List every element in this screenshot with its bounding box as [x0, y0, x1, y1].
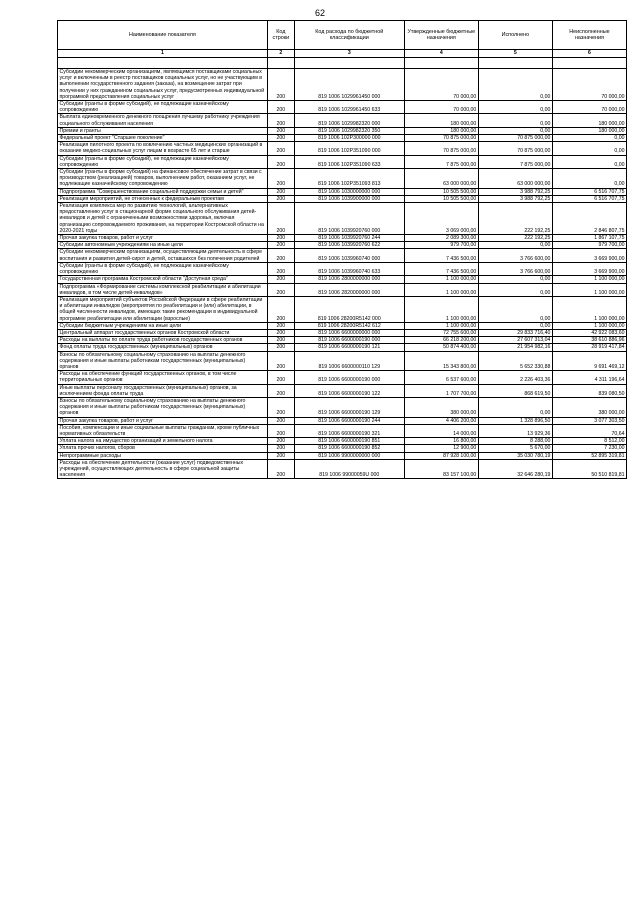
- table-row: [58, 242, 627, 249]
- cell-code: 200: [267, 283, 294, 296]
- cell-unexecuted: 38 610 886,96: [552, 337, 626, 344]
- cell-executed: 7 875 000,00: [478, 155, 552, 168]
- cell-name: Субсидии (гранты в форме субсидий), не подлежащие казначейскому сопровождению: [58, 155, 268, 168]
- cell-cls: 819 1006 99000059U 000: [294, 459, 404, 479]
- table-row: [58, 235, 627, 242]
- cell-executed: 29 833 716,40: [478, 329, 552, 336]
- cell-cls: 819 1006 6600000190 851: [294, 438, 404, 445]
- cell-name: Уплата налога на имущество организаций и земельного налога: [58, 438, 268, 445]
- table-row: [58, 188, 627, 195]
- table-row: [58, 249, 627, 262]
- cell-executed: 222 192,25: [478, 203, 552, 235]
- cell-name: Непрограммные расходы: [58, 452, 268, 459]
- cell-approved: 180 000,00: [404, 127, 478, 134]
- cell-unexecuted: 6 516 707,75: [552, 195, 626, 202]
- cell-approved: 70 000,00: [404, 69, 478, 101]
- cell-approved: 7 436 500,00: [404, 249, 478, 262]
- cell-executed: 1 328 896,50: [478, 417, 552, 424]
- column-number-row: [58, 50, 627, 58]
- cell-approved: 1 100 000,00: [404, 283, 478, 296]
- table-row: [58, 114, 627, 127]
- cell-code: 200: [267, 351, 294, 371]
- cell-cls: 819 1006 6600000190 000: [294, 371, 404, 384]
- cell-cls: 819 1006 6600000190 852: [294, 445, 404, 452]
- table-row: [58, 397, 627, 417]
- cell-name: Субсидии (гранты в форме субсидий), не подлежащие казначейскому сопровождению: [58, 262, 268, 275]
- cell-executed: 2 226 403,36: [478, 371, 552, 384]
- cell-cls: 819 1006 2800000000 000: [294, 276, 404, 283]
- cell-cls: 819 1006 1039960740 000: [294, 249, 404, 262]
- cell-code: 200: [267, 169, 294, 189]
- header-approved: Утвержденные бюджетные назначения: [404, 21, 478, 50]
- cell-cls: 819 1006 1039920760 622: [294, 242, 404, 249]
- table-row: [58, 337, 627, 344]
- cell-code: 200: [267, 101, 294, 114]
- cell-unexecuted: 180 000,00: [552, 127, 626, 134]
- cell-unexecuted: 70,64: [552, 424, 626, 437]
- spacer-row: [58, 58, 627, 69]
- table-row: [58, 371, 627, 384]
- cell-approved: 16 800,00: [404, 438, 478, 445]
- column-number: 6: [552, 50, 626, 58]
- cell-executed: 3 988 792,25: [478, 188, 552, 195]
- cell-code: 200: [267, 69, 294, 101]
- cell-cls: 819 1006 1030000000 000: [294, 188, 404, 195]
- table-row: [58, 344, 627, 351]
- cell-name: Прочая закупка товаров, работ и услуг: [58, 417, 268, 424]
- cell-executed: 70 875 000,00: [478, 142, 552, 155]
- cell-code: 200: [267, 445, 294, 452]
- cell-cls: 819 1006 1029961450 633: [294, 101, 404, 114]
- cell-executed: 21 954 982,16: [478, 344, 552, 351]
- cell-approved: 1 100 000,00: [404, 322, 478, 329]
- cell-code: 200: [267, 344, 294, 351]
- cell-executed: 3 988 792,25: [478, 195, 552, 202]
- cell-executed: 35 030 780,19: [478, 452, 552, 459]
- cell-executed: 0,00: [478, 69, 552, 101]
- cell-unexecuted: 3 077 303,50: [552, 417, 626, 424]
- table-row: [58, 296, 627, 322]
- cell-unexecuted: 8 512,00: [552, 438, 626, 445]
- cell-cls: 819 1006 2820000000 000: [294, 283, 404, 296]
- cell-cls: 819 1006 102P300000 000: [294, 135, 404, 142]
- cell-name: Субсидии (гранты в форме субсидий) на финансовое обеспечение затрат в связи с производством (реализацией) товаров, выполнением работ, оказанием услуг, не подлежащие казначейскому сопровождению: [58, 169, 268, 189]
- cell-unexecuted: 180 000,00: [552, 114, 626, 127]
- cell-unexecuted: 6 516 707,75: [552, 188, 626, 195]
- cell-approved: 2 089 300,00: [404, 235, 478, 242]
- cell-executed: 0,00: [478, 101, 552, 114]
- cell-approved: 180 000,00: [404, 114, 478, 127]
- header-budget-code: Код расхода по бюджетной классификации: [294, 21, 404, 50]
- cell-code: 200: [267, 155, 294, 168]
- cell-executed: 70 875 000,00: [478, 135, 552, 142]
- cell-code: 200: [267, 417, 294, 424]
- table-row: [58, 262, 627, 275]
- cell-unexecuted: 0,00: [552, 155, 626, 168]
- cell-executed: 222 192,25: [478, 235, 552, 242]
- table-row: [58, 195, 627, 202]
- cell-unexecuted: 1 100 000,00: [552, 296, 626, 322]
- cell-approved: 50 874 400,00: [404, 344, 478, 351]
- table-row: [58, 101, 627, 114]
- cell-approved: 72 755 600,00: [404, 329, 478, 336]
- table-row: [58, 384, 627, 397]
- cell-cls: 819 1006 28200R5142 612: [294, 322, 404, 329]
- cell-code: 200: [267, 296, 294, 322]
- cell-unexecuted: 1 100 000,00: [552, 276, 626, 283]
- cell-approved: 6 537 600,00: [404, 371, 478, 384]
- cell-code: 200: [267, 337, 294, 344]
- cell-approved: 7 875 000,00: [404, 155, 478, 168]
- cell-name: Субсидии (гранты в форме субсидий), не подлежащие казначейскому сопровождению: [58, 101, 268, 114]
- table-row: [58, 351, 627, 371]
- cell-approved: 7 436 500,00: [404, 262, 478, 275]
- cell-executed: 868 619,50: [478, 384, 552, 397]
- cell-approved: 4 406 200,00: [404, 417, 478, 424]
- cell-cls: 819 1006 9900000000 000: [294, 452, 404, 459]
- cell-approved: 15 343 800,00: [404, 351, 478, 371]
- cell-approved: 10 505 500,00: [404, 188, 478, 195]
- cell-name: Фонд оплаты труда государственных (муниципальных) органов: [58, 344, 268, 351]
- cell-name: Реализация комплекса мер по развитию технологий, альтернативных предоставлению услуг в стационарной форме социального обслуживания детей-инвалидов и детей с ограниченными возможностями здоровья, включая организацию сопровождаемого проживания, на территории Костромской области на 2020-2021 годы: [58, 203, 268, 235]
- cell-cls: 819 1006 6600000110 129: [294, 351, 404, 371]
- cell-name: Прочая закупка товаров, работ и услуг: [58, 235, 268, 242]
- cell-code: 200: [267, 142, 294, 155]
- cell-code: 200: [267, 242, 294, 249]
- cell-unexecuted: 28 919 417,84: [552, 344, 626, 351]
- header-name: Наименование показателя: [58, 21, 268, 50]
- cell-unexecuted: 0,00: [552, 135, 626, 142]
- cell-code: 200: [267, 459, 294, 479]
- cell-code: 200: [267, 235, 294, 242]
- table-row: [58, 276, 627, 283]
- cell-name: Премии и гранты: [58, 127, 268, 134]
- cell-executed: 3 766 600,00: [478, 249, 552, 262]
- cell-code: 200: [267, 452, 294, 459]
- cell-executed: 0,00: [478, 322, 552, 329]
- cell-approved: 12 900,00: [404, 445, 478, 452]
- cell-name: Уплата прочих налогов, сборов: [58, 445, 268, 452]
- cell-code: 200: [267, 127, 294, 134]
- column-number: 4: [404, 50, 478, 58]
- cell-unexecuted: 2 846 807,75: [552, 203, 626, 235]
- cell-name: Субсидии некоммерческим организациям, являющимся поставщиками социальных услуг и включенным в реестр поставщиков социальных услуг, но не участвующим в выполнении государственного задания (заказа), на возмещение затрат при получении у них гражданином социальных услуг, предусмотренных индивидуальной программой предоставления социальных услуг: [58, 69, 268, 101]
- cell-cls: 819 1006 6600000190 321: [294, 424, 404, 437]
- cell-code: 200: [267, 322, 294, 329]
- table-row: [58, 135, 627, 142]
- cell-cls: 819 1006 102P351090 633: [294, 155, 404, 168]
- cell-executed: 5 670,00: [478, 445, 552, 452]
- cell-unexecuted: 50 510 819,81: [552, 459, 626, 479]
- cell-approved: 1 707 700,00: [404, 384, 478, 397]
- cell-executed: 63 000 000,00: [478, 169, 552, 189]
- table-row: [58, 459, 627, 479]
- cell-cls: 819 1006 6600000190 122: [294, 384, 404, 397]
- cell-cls: 819 1006 6600000190 121: [294, 344, 404, 351]
- cell-executed: 8 288,00: [478, 438, 552, 445]
- cell-cls: 819 1006 6600000190 244: [294, 417, 404, 424]
- cell-name: Субсидии некоммерческим организациям, осуществляющим деятельность в сфере воспитания и развития детей-сирот и детей, оставшихся без попечения родителей: [58, 249, 268, 262]
- cell-cls: 819 1006 1029982320 000: [294, 114, 404, 127]
- page-number: 62: [314, 8, 325, 18]
- cell-unexecuted: 1 867 107,75: [552, 235, 626, 242]
- cell-approved: 70 875 000,00: [404, 135, 478, 142]
- cell-cls: 819 1006 1039920760 244: [294, 235, 404, 242]
- cell-unexecuted: 1 100 000,00: [552, 283, 626, 296]
- cell-approved: 3 069 000,00: [404, 203, 478, 235]
- table-row: [58, 283, 627, 296]
- cell-unexecuted: 979 700,00: [552, 242, 626, 249]
- cell-cls: 819 1006 6600000190 000: [294, 337, 404, 344]
- column-number: 1: [58, 50, 268, 58]
- cell-executed: 0,00: [478, 127, 552, 134]
- cell-code: 200: [267, 276, 294, 283]
- cell-approved: 70 875 000,00: [404, 142, 478, 155]
- cell-approved: 83 157 100,00: [404, 459, 478, 479]
- column-number: 3: [294, 50, 404, 58]
- cell-cls: 819 1006 1039920760 000: [294, 203, 404, 235]
- cell-approved: 979 700,00: [404, 242, 478, 249]
- cell-name: Взносы по обязательному социальному страхованию на выплаты денежного содержания и иные выплаты работникам государственных (муниципальных) органов: [58, 397, 268, 417]
- cell-name: Федеральный проект "Старшее поколение": [58, 135, 268, 142]
- header-executed: Исполнено: [478, 21, 552, 50]
- cell-unexecuted: 1 100 000,00: [552, 322, 626, 329]
- cell-executed: 13 929,36: [478, 424, 552, 437]
- cell-code: 200: [267, 438, 294, 445]
- cell-cls: 819 1006 28200R5142 000: [294, 296, 404, 322]
- table-row: [58, 322, 627, 329]
- cell-name: Расходы на обеспечение функций государственных органов, в том числе территориальных органов: [58, 371, 268, 384]
- table-row: [58, 169, 627, 189]
- cell-executed: 0,00: [478, 397, 552, 417]
- cell-approved: 10 505 500,00: [404, 195, 478, 202]
- table-row: [58, 452, 627, 459]
- cell-name: Иные выплаты персоналу государственных (муниципальных) органов, за исключением фонда оплаты труда: [58, 384, 268, 397]
- cell-cls: 819 1006 1039960740 633: [294, 262, 404, 275]
- cell-unexecuted: 42 922 083,60: [552, 329, 626, 336]
- cell-unexecuted: 0,00: [552, 142, 626, 155]
- cell-unexecuted: 9 691 469,12: [552, 351, 626, 371]
- cell-name: Пособия, компенсации и иные социальные выплаты гражданам, кроме публичных нормативных обязательств: [58, 424, 268, 437]
- cell-executed: 0,00: [478, 242, 552, 249]
- cell-unexecuted: 4 311 196,64: [552, 371, 626, 384]
- cell-cls: 819 1006 1029982320 350: [294, 127, 404, 134]
- cell-code: 200: [267, 114, 294, 127]
- table-row: [58, 155, 627, 168]
- cell-name: Субсидии автономным учреждениям на иные цели: [58, 242, 268, 249]
- table-row: [58, 329, 627, 336]
- cell-cls: 819 1006 1029961450 000: [294, 69, 404, 101]
- cell-unexecuted: 3 669 900,00: [552, 249, 626, 262]
- cell-cls: 819 1006 6600000190 129: [294, 397, 404, 417]
- cell-code: 200: [267, 397, 294, 417]
- cell-executed: 5 652 330,88: [478, 351, 552, 371]
- table-row: [58, 203, 627, 235]
- cell-approved: 14 000,00: [404, 424, 478, 437]
- cell-cls: 819 1006 1039900000 000: [294, 195, 404, 202]
- header-line-code: Код строки: [267, 21, 294, 50]
- cell-name: Расходы на обеспечение деятельности (оказание услуг) подведомственных учреждений, осуществляющих деятельность в сфере социальной защиты населения: [58, 459, 268, 479]
- table-row: [58, 127, 627, 134]
- cell-approved: 380 000,00: [404, 397, 478, 417]
- cell-name: Подпрограмма «Формирование системы комплексной реабилитации и абилитации инвалидов, в том числе детей-инвалидов»: [58, 283, 268, 296]
- cell-executed: 0,00: [478, 296, 552, 322]
- cell-unexecuted: 0,00: [552, 169, 626, 189]
- table-row: [58, 417, 627, 424]
- cell-code: 200: [267, 188, 294, 195]
- column-number: 5: [478, 50, 552, 58]
- cell-name: Расходы на выплаты по оплате труда работников государственных органов: [58, 337, 268, 344]
- cell-name: Субсидии бюджетным учреждениям на иные цели: [58, 322, 268, 329]
- cell-name: Реализация мероприятий, не отнесенных к федеральным проектам: [58, 195, 268, 202]
- cell-approved: 1 100 000,00: [404, 276, 478, 283]
- cell-code: 200: [267, 424, 294, 437]
- cell-executed: 0,00: [478, 276, 552, 283]
- cell-code: 200: [267, 262, 294, 275]
- table-row: [58, 69, 627, 101]
- cell-unexecuted: 70 000,00: [552, 101, 626, 114]
- cell-approved: 87 928 100,00: [404, 452, 478, 459]
- cell-unexecuted: 7 230,00: [552, 445, 626, 452]
- cell-approved: 1 100 000,00: [404, 296, 478, 322]
- cell-unexecuted: 3 669 900,00: [552, 262, 626, 275]
- column-number: 2: [267, 50, 294, 58]
- cell-unexecuted: 380 000,00: [552, 397, 626, 417]
- cell-name: Реализация мероприятий субъектов Российской Федерации в сфере реабилитации и абилитации инвалидов (мероприятия по реабилитации и (или) абилитации, в общей численности инвалидов, имеющих такие рекомендации в индивидуальной программе реабилитации или абилитации (взрослые): [58, 296, 268, 322]
- cell-unexecuted: 52 895 319,81: [552, 452, 626, 459]
- cell-name: Государственная программа Костромской области "Доступная среда": [58, 276, 268, 283]
- cell-cls: 819 1006 102P351093 813: [294, 169, 404, 189]
- cell-code: 200: [267, 371, 294, 384]
- budget-execution-table: [57, 20, 627, 479]
- table-header-row: [58, 21, 627, 50]
- cell-code: 200: [267, 249, 294, 262]
- cell-approved: 70 000,00: [404, 101, 478, 114]
- cell-name: Центральный аппарат государственных органов Костромской области: [58, 329, 268, 336]
- table-row: [58, 142, 627, 155]
- table-row: [58, 424, 627, 437]
- cell-name: Реализация пилотного проекта по вовлечению частных медицинских организаций в оказание медико-социальных услуг лицам в возрасте 65 лет и старше: [58, 142, 268, 155]
- cell-unexecuted: 839 080,50: [552, 384, 626, 397]
- cell-code: 200: [267, 384, 294, 397]
- cell-name: Подпрограмма "Совершенствование социальной поддержки семьи и детей": [58, 188, 268, 195]
- cell-executed: 27 607 313,04: [478, 337, 552, 344]
- cell-executed: 0,00: [478, 114, 552, 127]
- cell-code: 200: [267, 329, 294, 336]
- cell-name: Выплата единовременного денежного поощрения лучшему работнику учреждения социального обслуживания населения: [58, 114, 268, 127]
- header-unexecuted: Неисполненные назначения: [552, 21, 626, 50]
- cell-cls: 819 1006 6600000000 000: [294, 329, 404, 336]
- cell-executed: 3 766 600,00: [478, 262, 552, 275]
- cell-unexecuted: 70 000,00: [552, 69, 626, 101]
- cell-executed: 0,00: [478, 283, 552, 296]
- cell-code: 200: [267, 135, 294, 142]
- cell-executed: 32 646 280,19: [478, 459, 552, 479]
- cell-approved: 63 000 000,00: [404, 169, 478, 189]
- table-row: [58, 445, 627, 452]
- table-row: [58, 438, 627, 445]
- cell-approved: 66 218 200,00: [404, 337, 478, 344]
- cell-cls: 819 1006 102P351090 000: [294, 142, 404, 155]
- cell-code: 200: [267, 203, 294, 235]
- cell-code: 200: [267, 195, 294, 202]
- cell-name: Взносы по обязательному социальному страхованию на выплаты денежного содержания и иные выплаты работникам государственных (муниципальных) органов: [58, 351, 268, 371]
